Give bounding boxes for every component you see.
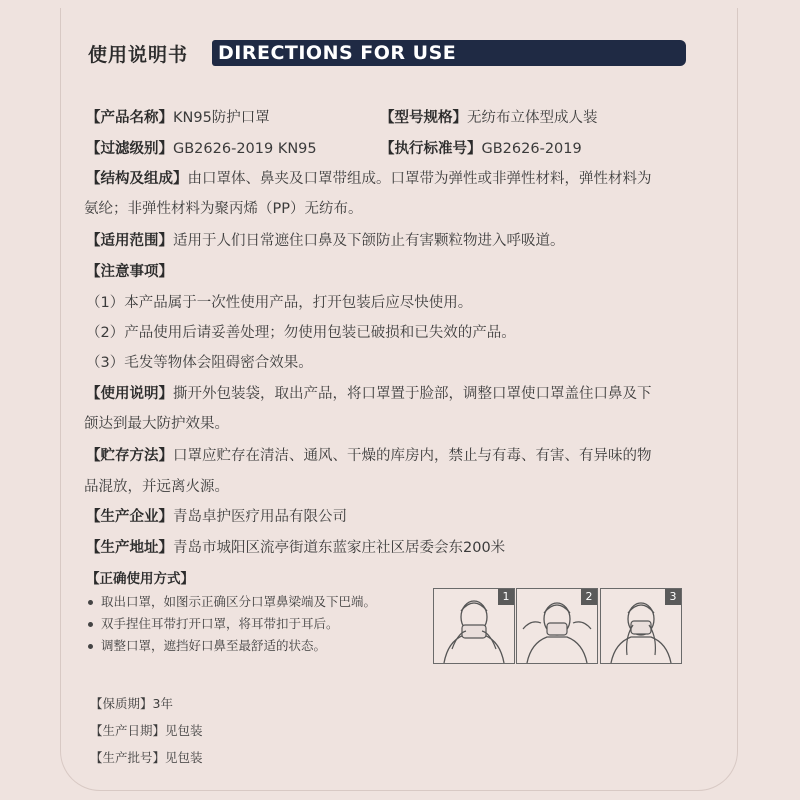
structure-label: 【结构及组成】 xyxy=(86,171,188,187)
structure-row xyxy=(86,167,652,188)
address-row xyxy=(86,536,505,557)
figure-number-3: 3 xyxy=(665,589,681,605)
product-name-value: KN95防护口罩 xyxy=(173,110,270,126)
filter-level-value: GB2626-2019 KN95 xyxy=(173,141,317,157)
storage-line2: 品混放，并远离火源。 xyxy=(84,479,229,495)
correct-use-heading xyxy=(86,567,194,587)
model-value: 无纺布立体型成人装 xyxy=(467,110,598,126)
correct-use-step-1 xyxy=(88,592,376,610)
correct-use-step-1-text: 取出口罩，如图示正确区分口罩鼻梁端及下巴端。 xyxy=(101,594,377,609)
usage-row xyxy=(86,382,652,403)
manufacturer-value: 青岛卓护医疗用品有限公司 xyxy=(173,509,347,525)
product-name-label: 【产品名称】 xyxy=(86,110,173,126)
storage-row xyxy=(86,444,652,465)
address-value: 青岛市城阳区流亭街道东蓝家庄社区居委会东200米 xyxy=(173,540,506,556)
usage-label: 【使用说明】 xyxy=(86,386,173,402)
notes-label: 【注意事项】 xyxy=(86,264,173,280)
usage-line2: 颌达到最大防护效果。 xyxy=(84,416,229,432)
figure-step-2 xyxy=(516,588,598,664)
structure-line2: 氨纶；非弹性材料为聚丙烯（PP）无纺布。 xyxy=(84,201,363,217)
correct-use-step-2-text: 双手捏住耳带打开口罩，将耳带扣于耳后。 xyxy=(101,616,339,631)
standard-label: 【执行标准号】 xyxy=(380,141,482,157)
figure-step-1 xyxy=(433,588,515,664)
model-row xyxy=(380,106,598,127)
model-label: 【型号规格】 xyxy=(380,110,467,126)
filter-level-label: 【过滤级别】 xyxy=(86,141,173,157)
scope-row xyxy=(86,229,565,250)
correct-use-step-2 xyxy=(88,614,339,632)
bullet-icon xyxy=(88,622,93,627)
scope-value: 适用于人们日常遮住口鼻及下颌防止有害颗粒物进入呼吸道。 xyxy=(173,233,565,249)
title-en: DIRECTIONS FOR USE xyxy=(218,42,457,64)
storage-label: 【贮存方法】 xyxy=(86,448,173,464)
batch-number: 【生产批号】见包装 xyxy=(90,750,203,765)
address-label: 【生产地址】 xyxy=(86,540,173,556)
notes-item-1: （1）本产品属于一次性使用产品，打开包装后应尽快使用。 xyxy=(86,295,473,311)
structure-line1: 由口罩体、鼻夹及口罩带组成。口罩带为弹性或非弹性材料，弹性材料为 xyxy=(187,171,652,187)
correct-use-label: 【正确使用方式】 xyxy=(86,571,194,587)
notes-heading xyxy=(86,260,173,281)
bullet-icon xyxy=(88,600,93,605)
storage-line1: 口罩应贮存在清洁、通风、干燥的库房内，禁止与有毒、有害、有异味的物 xyxy=(173,448,652,464)
title-cn: 使用说明书 xyxy=(88,44,189,66)
product-name-row xyxy=(86,106,270,127)
correct-use-step-3 xyxy=(88,636,326,654)
standard-row xyxy=(380,137,582,158)
figure-number-2: 2 xyxy=(581,589,597,605)
manufacturer-row xyxy=(86,505,347,526)
scope-label: 【适用范围】 xyxy=(86,233,173,249)
correct-use-step-3-text: 调整口罩，遮挡好口鼻至最舒适的状态。 xyxy=(101,638,327,653)
manufacturer-label: 【生产企业】 xyxy=(86,509,173,525)
figure-number-1: 1 xyxy=(498,589,514,605)
figure-step-3 xyxy=(600,588,682,664)
filter-level-row xyxy=(86,137,317,158)
notes-item-3: （3）毛发等物体会阻碍密合效果。 xyxy=(86,355,313,371)
production-date: 【生产日期】见包装 xyxy=(90,723,203,738)
usage-line1: 撕开外包装袋，取出产品，将口罩置于脸部，调整口罩使口罩盖住口鼻及下 xyxy=(173,386,652,402)
bullet-icon xyxy=(88,644,93,649)
standard-value: GB2626-2019 xyxy=(481,141,582,157)
notes-item-2: （2）产品使用后请妥善处理；勿使用包装已破损和已失效的产品。 xyxy=(86,325,516,341)
shelf-life: 【保质期】3年 xyxy=(90,696,173,711)
